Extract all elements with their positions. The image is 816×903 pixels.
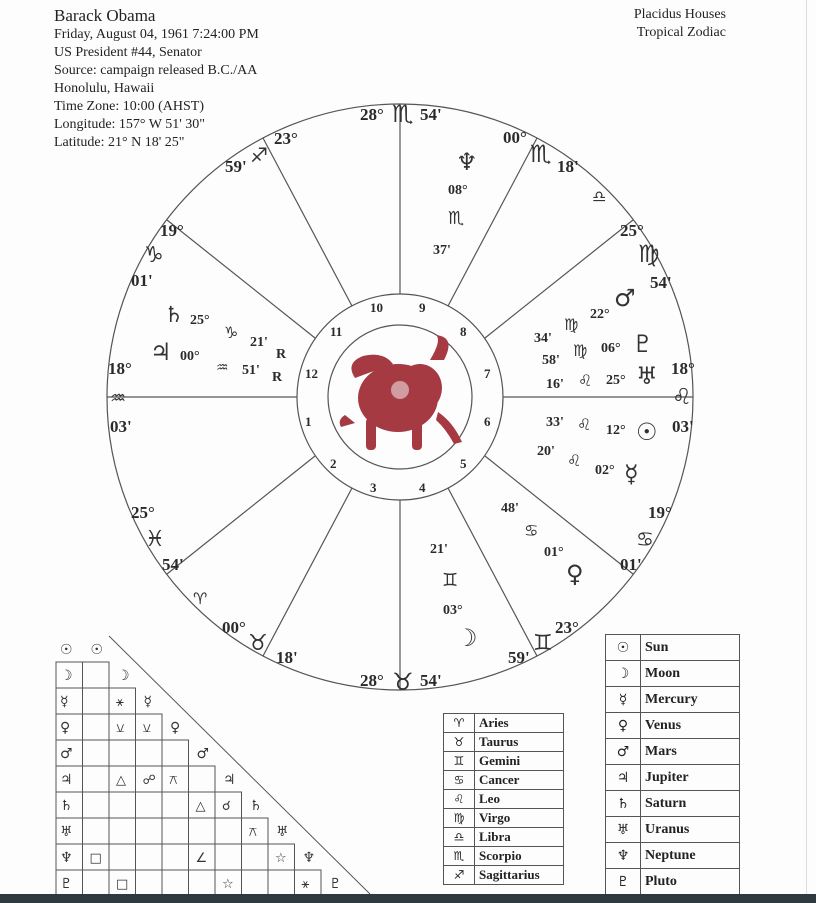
planet-neptune-icon: ♆	[606, 843, 641, 869]
aspect-symbol-icon: □	[116, 877, 129, 892]
planet-row	[606, 739, 740, 765]
aspect-cell	[83, 662, 110, 688]
moon-sign-icon: ♊	[442, 570, 459, 591]
moon-degree: 03°	[443, 603, 463, 618]
grid-diagonal-planet-icon: ☽	[117, 668, 130, 684]
latitude: Latitude: 21° N 18' 25"	[54, 135, 185, 150]
house-system: Placidus Houses	[633, 7, 726, 22]
sign-virgo-icon: ♍	[444, 809, 475, 828]
house-number-8: 8	[460, 324, 467, 339]
planet-row	[606, 791, 740, 817]
house-number-7: 7	[484, 366, 491, 381]
uranus-icon: ♅	[636, 362, 658, 390]
saturn-icon: ♄	[164, 303, 184, 328]
cusp-line-8	[485, 220, 633, 338]
sign-scorpio-icon: ♏	[444, 847, 475, 866]
jupiter-minute: 51'	[242, 363, 260, 378]
planet-uranus-icon: ♅	[606, 817, 641, 843]
sign-aries-icon: ♈	[444, 714, 475, 733]
sign-name: Virgo	[475, 809, 564, 828]
birth-date: Friday, August 04, 1961 7:24:00 PM	[54, 27, 259, 42]
aspect-cell	[109, 818, 136, 844]
leo-lion-emblem	[340, 335, 462, 450]
aspect-symbol-icon: ☍	[142, 773, 156, 788]
grid-row-label-icon: ☿	[60, 694, 69, 710]
aspect-cell	[136, 870, 163, 896]
planet-row	[606, 661, 740, 687]
native-title: US President #44, Senator	[54, 45, 202, 60]
planet-name: Jupiter	[641, 765, 740, 791]
ic-sign-icon: ♉	[392, 668, 414, 696]
cusp-2-degree: 25°	[131, 503, 155, 522]
saturn-degree: 25°	[190, 313, 210, 328]
grid-row-label-icon: ♃	[60, 772, 73, 788]
sign-name: Taurus	[475, 733, 564, 752]
house-number-11: 11	[330, 324, 343, 339]
cusp-5-minute: 59'	[508, 648, 530, 667]
house-number-1: 1	[305, 414, 312, 429]
grid-diagonal-planet-icon: ♇	[329, 876, 342, 892]
planet-name: Mars	[641, 739, 740, 765]
aspect-symbol-icon: ⚺	[116, 721, 125, 736]
cusp-8-minute: 54'	[650, 273, 672, 292]
sign-legend	[443, 713, 564, 885]
uranus-degree: 25°	[606, 373, 626, 388]
cusp-5-sign-icon: ♊	[533, 631, 553, 656]
aspect-symbol-icon: ⚻	[248, 825, 258, 840]
venus-sign-icon: ♋	[524, 521, 539, 540]
jupiter-retrograde: R	[272, 370, 283, 385]
aspect-cell	[83, 792, 110, 818]
planet-row	[606, 869, 740, 895]
planet-name: Neptune	[641, 843, 740, 869]
asc-degree: 18°	[108, 359, 132, 378]
aspect-symbol-icon: ⚺	[142, 721, 152, 736]
cusp-9-degree: 00°	[503, 128, 527, 147]
planet-pluto-icon: ♇	[606, 869, 641, 895]
bottom-bar	[0, 894, 816, 903]
saturn-retrograde: R	[276, 347, 287, 362]
aspect-symbol-icon: ☆	[222, 877, 234, 892]
grid-row-label-icon: ♅	[60, 824, 73, 840]
aspect-grid	[56, 636, 376, 894]
planet-moon-icon: ☽	[606, 661, 641, 687]
cusp-9-sign-icon: ♏	[530, 140, 552, 168]
intercepted-aries-icon: ♈	[193, 589, 208, 608]
planet-row	[606, 843, 740, 869]
planet-name: Pluto	[641, 869, 740, 895]
uranus-minute: 16'	[546, 377, 564, 392]
time-zone: Time Zone: 10:00 (AHST)	[54, 99, 204, 114]
planet-venus-icon: ♀	[606, 713, 641, 739]
cusp-12-sign-icon: ♑	[144, 243, 164, 268]
planet-saturn-icon: ♄	[606, 791, 641, 817]
house-number-12: 12	[305, 366, 318, 381]
aspect-symbol-icon: ∠	[195, 851, 208, 866]
sun-minute: 33'	[546, 415, 564, 430]
aspect-cell	[136, 818, 163, 844]
grid-row-label-icon: ☉	[60, 642, 73, 658]
venus-icon: ♀	[566, 560, 584, 588]
aspect-cell	[136, 740, 163, 766]
neptune-sign-icon: ♏	[448, 208, 465, 229]
cusp-3-minute: 18'	[276, 648, 298, 667]
mc-sign-icon: ♏	[392, 100, 414, 128]
data-source: Source: campaign released B.C./AA	[54, 63, 258, 78]
sign-name: Sagittarius	[475, 866, 564, 885]
saturn-sign-icon: ♑	[224, 323, 239, 342]
aspect-symbol-icon: ☌	[222, 799, 231, 814]
aspect-cell	[162, 870, 189, 896]
aspect-symbol-icon: ⚹	[116, 695, 124, 710]
mercury-sign-icon: ♌	[567, 451, 582, 470]
sign-sagittarius-icon: ♐	[444, 866, 475, 885]
cusp-2-sign-icon: ♓	[145, 527, 165, 552]
aspect-cell	[109, 740, 136, 766]
ic-minute: 54'	[420, 671, 442, 690]
aspect-symbol-icon: △	[116, 773, 126, 788]
mars-sign-icon: ♍	[564, 315, 579, 334]
grid-diagonal-planet-icon: ♅	[276, 824, 289, 840]
grid-row-label-icon: ♆	[60, 850, 73, 866]
aspect-symbol-icon: ⚻	[169, 773, 178, 788]
planet-legend	[605, 634, 740, 895]
house-number-4: 4	[419, 480, 426, 495]
aspect-cell	[136, 792, 163, 818]
grid-row-label-icon: ☽	[60, 668, 73, 684]
grid-diagonal-planet-icon: ♀	[170, 720, 181, 736]
mercury-icon: ☿	[624, 460, 639, 488]
birth-place: Honolulu, Hawaii	[54, 81, 155, 96]
sun-icon: ☉	[636, 418, 658, 446]
sun-sign-icon: ♌	[577, 415, 592, 434]
aspect-cell	[83, 766, 110, 792]
grid-diagonal-planet-icon: ♄	[249, 798, 263, 814]
sign-name: Cancer	[475, 771, 564, 790]
sign-leo-icon: ♌	[444, 790, 475, 809]
cusp-6-degree: 19°	[648, 503, 672, 522]
aspect-cell	[83, 740, 110, 766]
mc-minute: 54'	[420, 105, 442, 124]
cusp-12-minute: 01'	[131, 271, 153, 290]
aspect-cell	[215, 818, 242, 844]
cusp-3-sign-icon: ♉	[248, 631, 268, 656]
grid-diagonal-planet-icon: ☉	[90, 642, 104, 658]
sign-row	[444, 790, 564, 809]
jupiter-icon: ♃	[150, 338, 172, 366]
sign-row	[444, 733, 564, 752]
mercury-degree: 02°	[595, 463, 615, 478]
grid-row-label-icon: ♀	[60, 720, 71, 736]
pluto-sign-icon: ♍	[573, 341, 588, 360]
grid-diagonal-planet-icon: ♂	[196, 746, 210, 762]
grid-row-label-icon: ♇	[60, 876, 73, 892]
sign-name: Scorpio	[475, 847, 564, 866]
sign-cancer-icon: ♋	[444, 771, 475, 790]
sign-libra-icon: ♎	[444, 828, 475, 847]
jupiter-degree: 00°	[180, 349, 200, 364]
house-number-10: 10	[370, 300, 383, 315]
grid-diagonal	[109, 636, 370, 894]
aspect-symbol-icon: △	[195, 799, 206, 814]
sign-taurus-icon: ♉	[444, 733, 475, 752]
planet-name: Mercury	[641, 687, 740, 713]
aspect-cell	[83, 818, 110, 844]
mars-icon: ♂	[614, 284, 636, 312]
planet-name: Uranus	[641, 817, 740, 843]
planet-sun-icon: ☉	[606, 635, 641, 661]
house-number-5: 5	[460, 456, 467, 471]
pluto-icon: ♇	[632, 330, 654, 358]
planet-row	[606, 817, 740, 843]
aspect-cell	[215, 844, 242, 870]
sign-row	[444, 847, 564, 866]
planet-mercury-icon: ☿	[606, 687, 641, 713]
sign-name: Gemini	[475, 752, 564, 771]
aspect-cell	[189, 818, 216, 844]
sun-degree: 12°	[606, 423, 626, 438]
aspect-cell	[189, 766, 216, 792]
planet-row	[606, 765, 740, 791]
planet-name: Moon	[641, 661, 740, 687]
mars-degree: 22°	[590, 307, 610, 322]
aspect-cell	[242, 844, 269, 870]
desc-degree: 18°	[671, 359, 695, 378]
grid-diagonal-planet-icon: ☿	[143, 694, 153, 710]
asc-minute: 03'	[110, 417, 132, 436]
ic-degree: 28°	[360, 671, 384, 690]
aspect-cell	[162, 740, 189, 766]
sign-row	[444, 828, 564, 847]
cusp-8-degree: 25°	[620, 221, 644, 240]
mars-minute: 34'	[534, 331, 552, 346]
sign-row	[444, 752, 564, 771]
aspect-cell	[189, 870, 216, 896]
venus-minute: 48'	[501, 501, 519, 516]
pluto-minute: 58'	[542, 353, 560, 368]
cusp-line-3	[263, 488, 352, 656]
house-number-2: 2	[330, 456, 337, 471]
neptune-icon: ♆	[456, 148, 478, 176]
moon-icon: ☽	[456, 624, 478, 652]
aspect-symbol-icon: □	[89, 851, 102, 866]
longitude: Longitude: 157° W 51' 30"	[54, 117, 205, 132]
sign-row	[444, 714, 564, 733]
planet-name: Venus	[641, 713, 740, 739]
cusp-12-degree: 19°	[160, 221, 184, 240]
desc-sign-icon: ♌	[672, 385, 692, 410]
pluto-degree: 06°	[601, 341, 621, 356]
asc-sign-icon: ♒	[110, 388, 127, 409]
planet-jupiter-icon: ♃	[606, 765, 641, 791]
neptune-degree: 08°	[448, 183, 468, 198]
mc-degree: 28°	[360, 105, 384, 124]
jupiter-sign-icon: ♒	[216, 360, 229, 376]
aspect-cell	[162, 792, 189, 818]
house-number-3: 3	[370, 480, 377, 495]
neptune-minute: 37'	[433, 243, 451, 258]
sign-name: Libra	[475, 828, 564, 847]
cusp-6-sign-icon: ♋	[636, 527, 654, 551]
aspect-cell	[83, 714, 110, 740]
aspect-symbol-icon: ☆	[275, 851, 287, 866]
grid-row-label-icon: ♄	[60, 798, 73, 814]
aspect-symbol-icon: ⚹	[301, 877, 310, 892]
aspect-cell	[136, 844, 163, 870]
saturn-minute: 21'	[250, 335, 268, 350]
native-name: Barack Obama	[54, 6, 156, 25]
aspect-cell	[83, 688, 110, 714]
sign-row	[444, 866, 564, 885]
planet-name: Sun	[641, 635, 740, 661]
sign-name: Aries	[475, 714, 564, 733]
cusp-line-11	[263, 138, 352, 306]
aspect-cell	[83, 870, 110, 896]
aspect-cell	[242, 870, 269, 896]
aspect-cell	[162, 844, 189, 870]
grid-row-label-icon: ♂	[60, 746, 73, 762]
planet-name: Saturn	[641, 791, 740, 817]
mercury-minute: 20'	[537, 444, 555, 459]
grid-diagonal-planet-icon: ♆	[302, 850, 316, 866]
intercepted-libra-icon: ♎	[592, 187, 607, 206]
sign-row	[444, 809, 564, 828]
house-number-6: 6	[484, 414, 491, 429]
cusp-line-2	[167, 456, 315, 574]
cusp-6-minute: 01'	[620, 555, 642, 574]
venus-degree: 01°	[544, 545, 564, 560]
moon-minute: 21'	[430, 542, 448, 557]
cusp-2-minute: 54'	[162, 555, 184, 574]
planet-row	[606, 713, 740, 739]
cusp-9-minute: 18'	[557, 157, 579, 176]
cusp-3-degree: 00°	[222, 618, 246, 637]
cusp-11-sign-icon: ♐	[250, 143, 268, 167]
planet-row	[606, 687, 740, 713]
cusp-5-degree: 23°	[555, 618, 579, 637]
zodiac-type: Tropical Zodiac	[636, 25, 726, 40]
sign-row	[444, 771, 564, 790]
uranus-sign-icon: ♌	[578, 371, 593, 390]
grid-diagonal-planet-icon: ♃	[223, 772, 236, 788]
house-number-9: 9	[419, 300, 426, 315]
cusp-8-sign-icon: ♍	[638, 240, 660, 268]
desc-minute: 03'	[672, 417, 694, 436]
aspect-cell	[268, 870, 295, 896]
planet-mars-icon: ♂	[606, 739, 641, 765]
aspect-cell	[109, 844, 136, 870]
cusp-11-minute: 59'	[225, 157, 247, 176]
planet-row	[606, 635, 740, 661]
aspect-cell	[162, 818, 189, 844]
cusp-11-degree: 23°	[274, 129, 298, 148]
aspect-cell	[109, 792, 136, 818]
sign-name: Leo	[475, 790, 564, 809]
sign-gemini-icon: ♊	[444, 752, 475, 771]
